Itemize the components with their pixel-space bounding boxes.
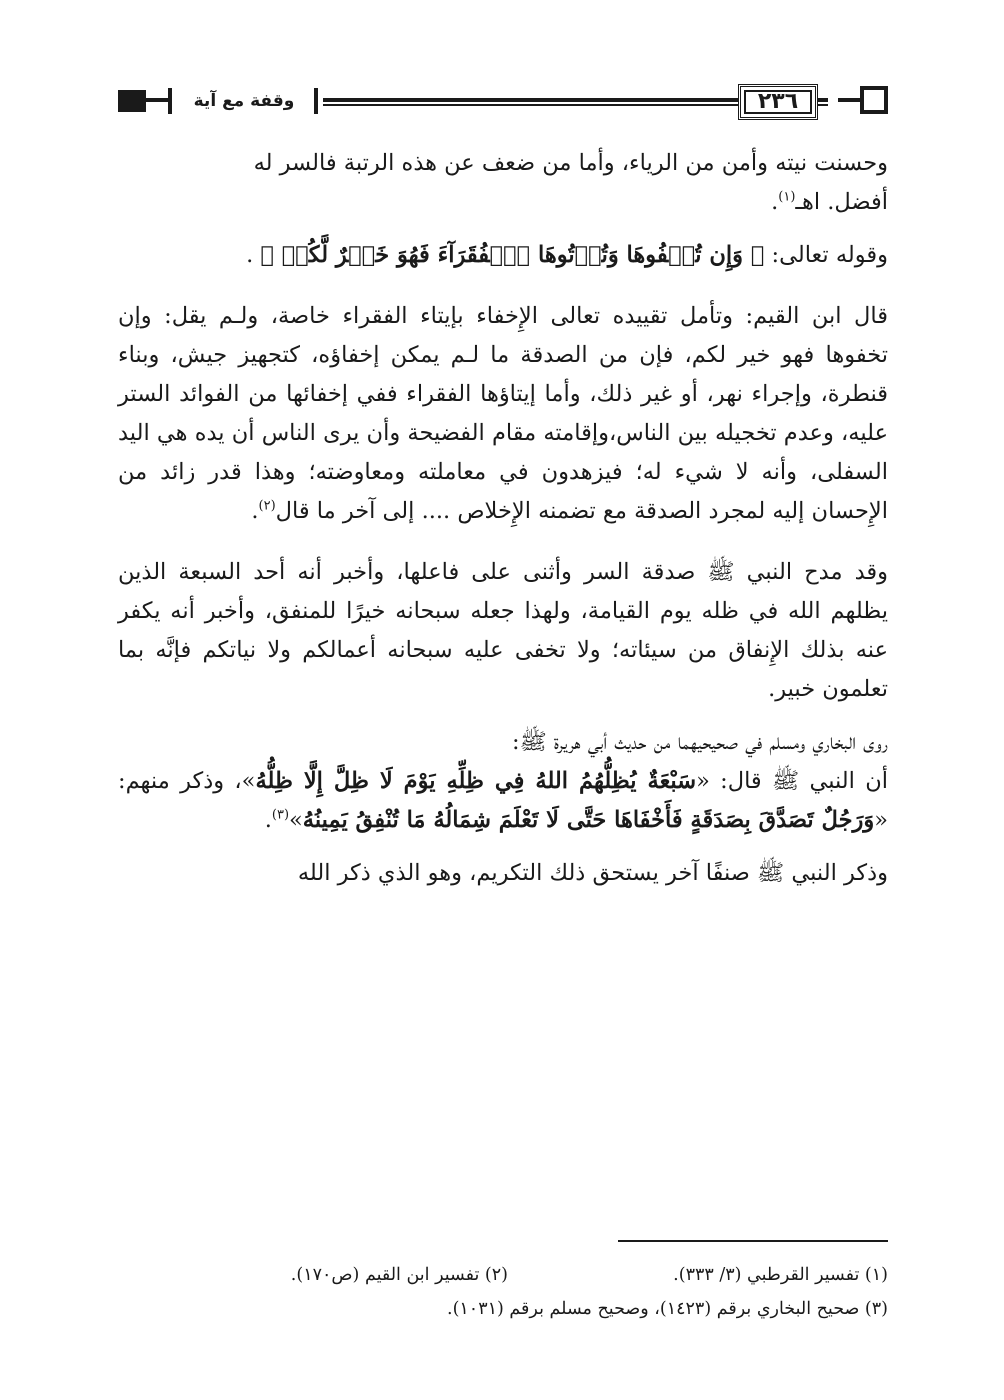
punctuation: . (264, 807, 272, 833)
paragraph-text: قال ابن القيم: وتأمل تقييده تعالى الإِخفاء بإيتاء الفقراء خاصة، ولـم يقل: وإن تخفوها فهو خير لكم، فإن من الصدقة ما لـم يمكن إخفاؤه، كتجهيز جيش، وبناء قنطرة، وإجراء نهر، أو غير ذلك، وأما إيتاؤها الفقراء ففي إخفائها من الفوائد الستر عليه، وعدم تخجيله بين الناس،وإقامته مقام الفضيحة وأن يرى الناس أن يده هي اليد السفلى، وأنه لا شيء له؛ فيزهدون في معاملته ومعاوضته؛ وهذا قدر زائد من الإِحسان إليه لمجرد الصدقة مع تضمنه الإِخلاص .... إلى آخر ما قال (118, 303, 888, 524)
paragraph-text: روى البخاري ومسلم في صحيحيهما من حديث أبي هريرة ﷺ: (512, 729, 888, 755)
paragraph (118, 723, 888, 840)
running-title: وقفة مع آية (193, 91, 295, 111)
header-separator (314, 88, 318, 114)
punctuation: . (246, 242, 261, 268)
footnote: (١) تفسير القرطبي (٣/ ٣٣٣). (673, 1265, 888, 1285)
quran-verse: ﴿ وَإِن تُخۡفُوهَا وَتُؤۡتُوهَا ٱلۡفُقَرَآءَ فَهُوَ خَيۡرٌ لَّكُمۡ ﴾ (260, 242, 765, 268)
text-line: أفضل. اهـ (795, 189, 888, 215)
footnote-separator (618, 1240, 888, 1242)
paragraph (118, 854, 888, 893)
header-ornament-square (860, 86, 888, 114)
footnote: (٢) تفسير ابن القيم (ص١٧٠). (290, 1265, 508, 1285)
footnote-ref: (١) (778, 189, 796, 205)
page-number: ٢٣٦ (757, 89, 799, 114)
page-body (118, 144, 888, 893)
header-separator (168, 88, 172, 114)
paragraph-text: أن النبي ﷺ قال: « (696, 768, 888, 794)
punctuation: » (289, 807, 303, 833)
page-number-box (738, 84, 818, 120)
footnote-ref: (٣) (271, 807, 290, 823)
footnotes (118, 1258, 888, 1326)
hadith-quote: سَبْعَةٌ يُظِلُّهُمُ اللهُ فِي ظِلِّهِ يَوْمَ لَا ظِلَّ إِلَّا ظِلُّهُ (255, 768, 697, 794)
verse-intro: وقوله تعالى: (764, 242, 888, 268)
punctuation: . (251, 498, 259, 524)
header-rule (838, 98, 860, 102)
paragraph (118, 553, 888, 709)
paragraph-text: وقد مدح النبي ﷺ صدقة السر وأثنى على فاعلها، وأخبر أنه أحد السبعة الذين يظلهم الله في ظله يوم القيامة، ولهذا جعله سبحانه خيرًا للمنفق، وأخبر أنه يكفر عنه بذلك الإِنفاق من سيئاته؛ ولا تخفى عليه سبحانه أعمالكم ولا نياتكم فإنَّه بما تعلمون خبير. (118, 559, 888, 702)
footnote-ref: (٢) (258, 498, 276, 514)
header-rule (146, 98, 168, 102)
paragraph (118, 297, 888, 531)
verse-paragraph (118, 236, 888, 275)
hadith-quote: وَرَجُلٌ تَصَدَّقَ بِصَدَقَةٍ فَأَخْفَاهَا حَتَّى لَا تَعْلَمَ شِمَالُهُ مَا تُنْفِقُ يَمِينُهُ (302, 807, 875, 833)
footnote-row (118, 1292, 888, 1326)
header-ornament-block (118, 90, 146, 112)
paragraph-text: وذكر النبي ﷺ صنفًا آخر يستحق ذلك التكريم، وهو الذي ذكر الله (297, 860, 888, 886)
text-line: وحسنت نيته وأمن من الرياء، وأما من ضعف عن هذه الرتبة فالسر له (253, 150, 888, 176)
punctuation: . (771, 189, 779, 215)
paragraph (118, 144, 888, 222)
page-header (118, 84, 888, 128)
paragraph-text: »، وذكر منهم: « (118, 768, 888, 833)
footnote: (٣) صحيح البخاري برقم (١٤٢٣)، وصحيح مسلم برقم (١٠٣١). (447, 1299, 888, 1319)
footnote-row (118, 1258, 888, 1292)
